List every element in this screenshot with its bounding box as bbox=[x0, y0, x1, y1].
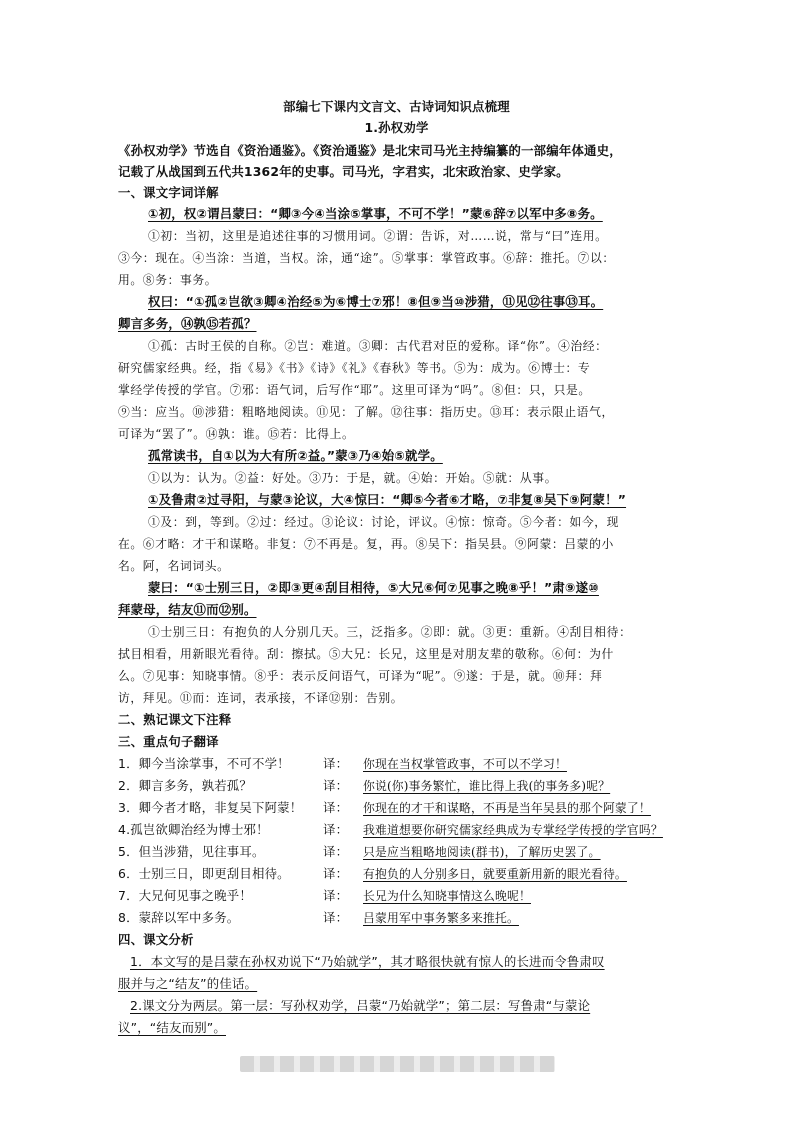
note-line: ①初：当初，这里是追述往事的习惯用词。②谓：告诉，对……说，常与“曰”连用。 bbox=[148, 229, 608, 243]
passage-paragraph-1: ①初，权②谓吕蒙曰：“卿③今④当涂⑤掌事，不可不学！”蒙⑥辞⑦以军中多⑧务。 bbox=[148, 206, 603, 221]
translation-row bbox=[118, 841, 678, 863]
note-line: 名。阿，名词词头。 bbox=[118, 559, 230, 573]
translation-row bbox=[118, 819, 678, 841]
translation-question: 8．蒙辞以军中多务。 bbox=[118, 910, 240, 925]
translation-answer: 吕蒙用军中事务繁多来推托。 bbox=[363, 911, 519, 925]
note-line: 拭目相看，用新眼光看待。刮：擦拭。⑤大兄：长兄，这里是对朋友辈的敬称。⑥何：为什 bbox=[118, 647, 614, 661]
section-heading-3: 三、重点句子翻译 bbox=[118, 734, 219, 749]
note-line: ⑨当：应当。⑩涉猎：粗略地阅读。⑪见：了解。⑫往事：指历史。⑬耳：表示限止语气， bbox=[118, 405, 614, 419]
translation-label: 译： bbox=[323, 756, 349, 771]
passage-paragraph-5: 蒙曰：“①士别三日，②即③更④刮目相待，⑤大兄⑥何⑦见事之晚⑧乎！”肃⑨遂⑩ bbox=[148, 580, 599, 595]
translation-label: 译： bbox=[323, 910, 349, 925]
translation-answer: 只是应当粗略地阅读(群书)，了解历史罢了。 bbox=[363, 845, 601, 859]
translation-question: 4.孤岂欲卿治经为博士邪！ bbox=[118, 822, 269, 837]
translation-label: 译： bbox=[323, 866, 349, 881]
translation-question: 6．士别三日，即更刮目相待。 bbox=[118, 866, 290, 881]
translation-row bbox=[118, 885, 678, 907]
note-line: 用。⑧务：事务。 bbox=[118, 273, 218, 287]
translation-label: 译： bbox=[323, 888, 349, 903]
passage-paragraph-2: 卿言多务，⑭孰⑮若孤？ bbox=[118, 316, 257, 331]
translation-question: 7．大兄何见事之晚乎！ bbox=[118, 888, 252, 903]
translation-answer: 你说(你)事务繁忙，谁比得上我(的事务多)呢？ bbox=[363, 779, 611, 793]
intro-line: 《孙权劝学》节选自《资治通鉴》。《资治通鉴》是北宋司马光主持编纂的一部编年体通史， bbox=[118, 143, 622, 158]
translation-label: 译： bbox=[323, 778, 349, 793]
translation-question: 1．卿今当涂掌事，不可不学！ bbox=[118, 756, 290, 771]
translation-label: 译： bbox=[323, 800, 349, 815]
translation-row bbox=[118, 775, 678, 797]
translation-answer: 你现在当权掌管政事，不可以不学习！ bbox=[363, 757, 567, 771]
analysis-line: 议”，“结友而别”。 bbox=[118, 1020, 226, 1035]
translation-question: 5．但当涉猎，见往事耳。 bbox=[118, 844, 265, 859]
section-heading-2: 二、熟记课文下注释 bbox=[118, 712, 232, 727]
translation-label: 译： bbox=[323, 822, 349, 837]
note-line: 在。⑥才略：才干和谋略。非复：⑦不再是。复，再。⑧吴下：指吴县。⑨阿蒙：吕蒙的小 bbox=[118, 537, 614, 551]
translation-row bbox=[118, 907, 678, 929]
note-line: ①以为：认为。②益：好处。③乃：于是，就。④始：开始。⑤就：从事。 bbox=[148, 471, 558, 485]
lesson-title: 1.孙权劝学 bbox=[364, 120, 429, 135]
passage-paragraph-2: 权曰：“①孤②岂欲③卿④治经⑤为⑥博士⑦邪！⑧但⑨当⑩涉猎，⑪见⑫往事⑬耳。 bbox=[148, 294, 604, 309]
translation-row bbox=[118, 797, 678, 819]
section-heading-4: 四、课文分析 bbox=[118, 932, 194, 947]
translation-question: 3．卿今者才略，非复吴下阿蒙！ bbox=[118, 800, 303, 815]
passage-paragraph-4: ①及鲁肃②过寻阳，与蒙③论议，大④惊曰：“卿⑤今者⑥才略，⑦非复⑧吴下⑨阿蒙！” bbox=[148, 492, 627, 507]
passage-paragraph-5: 拜蒙母，结友⑪而⑫别。 bbox=[118, 602, 257, 617]
note-line: 掌经学传授的学官。⑦邪：语气词，后写作“耶”。这里可译为“吗”。⑧但：只，只是。 bbox=[118, 383, 591, 397]
section-heading-1: 一、课文字词详解 bbox=[118, 185, 219, 200]
note-line: 研究儒家经典。经，指《易》《书》《诗》《礼》《春秋》等书。⑤为：成为。⑥博士：专 bbox=[118, 361, 591, 375]
note-line: 可译为“罢了”。⑭孰：谁。⑮若：比得上。 bbox=[118, 427, 355, 441]
note-line: ①孤：古时王侯的自称。②岂：难道。③卿：古代君对臣的爱称。译“你”。④治经： bbox=[148, 339, 608, 353]
passage-paragraph-3: 孤常读书，自①以为大有所②益。”蒙③乃④始⑤就学。 bbox=[148, 448, 443, 463]
translation-answer: 长兄为什么知晓事情这么晚呢！ bbox=[363, 889, 531, 903]
translation-row bbox=[118, 753, 678, 775]
note-line: ①士别三日：有抱负的人分别几天。三，泛指多。②即：就。③更：重新。④刮目相待： bbox=[148, 625, 632, 639]
intro-line: 记载了从战国到五代共1362年的史事。司马光，字君实，北宋政治家、史学家。 bbox=[118, 164, 569, 179]
analysis-line: 2.课文分为两层。第一层：写孙权劝学，吕蒙“乃始就学”；第二层：写鲁肃“与蒙论 bbox=[130, 998, 591, 1013]
page-title: 部编七下课内文言文、古诗词知识点梳理 bbox=[283, 99, 510, 114]
note-line: 访，拜见。⑪而：连词，表承接，不译⑫别：告别。 bbox=[118, 691, 404, 705]
analysis-line: 服并与之“结友”的佳话。 bbox=[118, 976, 258, 991]
translation-label: 译： bbox=[323, 844, 349, 859]
note-line: ③今：现在。④当涂：当道，当权。涂，通“途”。⑤掌事：掌管政事。⑥辞：推托。⑦以： bbox=[118, 251, 615, 265]
translation-row bbox=[118, 863, 678, 885]
blurred-watermark bbox=[240, 1056, 555, 1072]
translation-question: 2．卿言多务，孰若孤？ bbox=[118, 778, 252, 793]
note-line: 么。⑦见事：知晓事情。⑧乎：表示反问语气，可译为“呢”。⑨遂：于是，就。⑩拜：拜 bbox=[118, 669, 603, 683]
translation-answer: 你现在的才干和谋略，不再是当年吴县的那个阿蒙了！ bbox=[363, 801, 651, 815]
note-line: ①及：到，等到。②过：经过。③论议：讨论，评议。④惊：惊奇。⑤今者：如今，现 bbox=[148, 515, 620, 529]
translation-answer: 我难道想要你研究儒家经典成为专掌经学传授的学官吗？ bbox=[363, 823, 663, 837]
translation-answer: 有抱负的人分别多日，就要重新用新的眼光看待。 bbox=[363, 867, 627, 881]
analysis-line: 1．本文写的是吕蒙在孙权劝说下“乃始就学”，其才略很快就有惊人的长进而令鲁肃叹 bbox=[130, 954, 605, 969]
